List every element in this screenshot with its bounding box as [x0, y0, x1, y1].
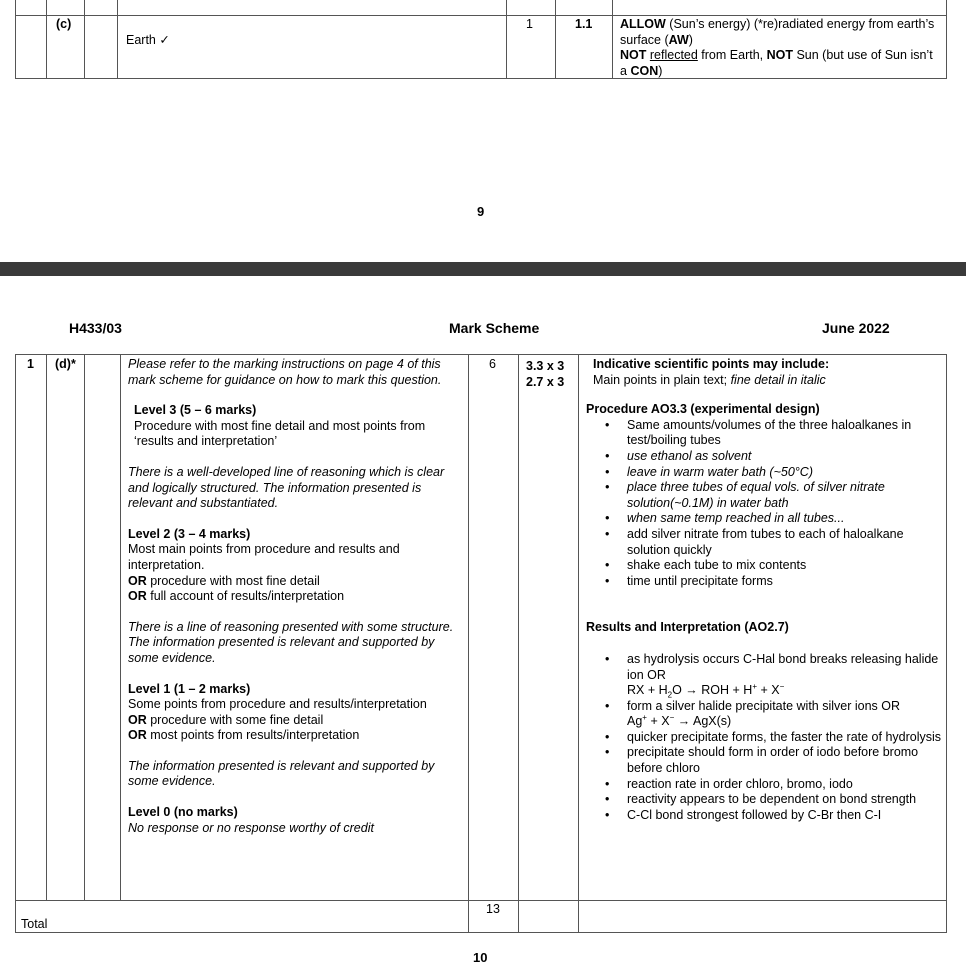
level-1-text: Some points from procedure and results/interpretation — [128, 697, 427, 712]
level-3-block — [128, 403, 463, 450]
part-label: (d)* — [55, 357, 76, 371]
col-line — [15, 354, 16, 933]
list-item: • add silver nitrate from tubes to each of haloalkane solution quickly — [627, 527, 942, 558]
allow-label: ALLOW — [620, 17, 666, 31]
list-item: • form a silver halide precipitate with silver ions OR Ag+ + X− → AgX(s) — [627, 699, 942, 730]
total-label: Total — [21, 917, 48, 931]
guidance-heading: Indicative scientific points may include: — [593, 357, 830, 371]
list-item: • Same amounts/volumes of the three haloalkanes in test/boiling tubes — [627, 418, 942, 449]
answer-column — [128, 357, 463, 836]
guidance-subheading: Main points in plain text; fine detail in italic — [593, 372, 826, 387]
guidance-column — [586, 357, 942, 823]
marking-instruction: Please refer to the marking instructions on page 4 of this mark scheme for guidance on how to mark this question. — [128, 357, 442, 387]
level-2-text: Most main points from procedure and results and interpretation. — [128, 542, 400, 572]
ao-values: 3.3 x 3 2.7 x 3 — [526, 359, 565, 389]
list-item: • reaction rate in order chloro, bromo, iodo — [627, 777, 942, 793]
level-1-or-2: OR most points from results/interpretation — [128, 728, 360, 743]
level-3-reasoning: There is a well-developed line of reasoning which is clear and logically structured. The information presented is relevant and substantiated. — [128, 464, 445, 511]
list-item: • C-Cl bond strongest followed by C-Br then C-I — [627, 808, 942, 824]
page-number: 10 — [473, 950, 488, 965]
level-2-or-1: OR procedure with most fine detail — [128, 573, 320, 588]
level-0-text: No response or no response worthy of credit — [128, 820, 374, 835]
col-line — [468, 354, 469, 933]
top-table-row-line — [15, 15, 947, 16]
col-line — [506, 0, 507, 79]
col-line — [15, 0, 16, 79]
level-3-title: Level 3 (5 – 6 marks) — [134, 403, 257, 418]
level-1-block — [128, 682, 463, 744]
precipitate-equation: Ag+ + X− → AgX(s) — [627, 713, 732, 729]
col-line — [946, 354, 947, 933]
col-line — [46, 0, 47, 79]
total-row-line — [15, 900, 947, 901]
results-list — [586, 652, 942, 824]
col-line — [946, 0, 947, 79]
col-line — [84, 354, 85, 901]
level-0-block — [128, 805, 463, 836]
level-2-reasoning: There is a line of reasoning presented with some structure. The information presented is relevant and supported by some evidence. — [128, 619, 454, 665]
list-item: • precipitate should form in order of iodo before bromo before chloro — [627, 745, 942, 776]
table-bottom-line — [15, 932, 947, 933]
total-marks: 13 — [486, 902, 500, 916]
col-line — [120, 354, 121, 901]
level-2-title: Level 2 (3 – 4 marks) — [128, 526, 251, 541]
col-line — [84, 0, 85, 79]
paper-code: H433/03 — [69, 320, 122, 336]
col-line — [555, 0, 556, 79]
hydrolysis-equation: RX + $H_2O$ → ROH + H+ + X− — [627, 681, 785, 700]
results-heading: Results and Interpretation (AO2.7) — [586, 620, 789, 635]
level-2-or-2: OR full account of results/interpretation — [128, 589, 345, 604]
col-line — [46, 354, 47, 901]
level-3-text: Procedure with most fine detail and most points from ‘results and interpretation’ — [134, 418, 426, 449]
level-1-reasoning: The information presented is relevant and supported by some evidence. — [128, 758, 435, 789]
page-number: 9 — [477, 204, 485, 219]
list-item: • quicker precipitate forms, the faster the rate of hydrolysis — [627, 730, 942, 746]
procedure-list — [586, 418, 942, 590]
list-item: • reactivity appears to be dependent on bond strength — [627, 792, 942, 808]
col-line — [518, 354, 519, 933]
procedure-heading: Procedure AO3.3 (experimental design) — [586, 402, 820, 417]
page-title: Mark Scheme — [449, 320, 540, 336]
level-2-block — [128, 527, 463, 605]
list-item: • shake each tube to mix contents — [627, 558, 942, 574]
exam-date: June 2022 — [822, 320, 890, 336]
list-item: • time until precipitate forms — [627, 574, 942, 590]
ao-value: 1.1 — [575, 17, 593, 31]
col-line — [578, 354, 579, 933]
part-label: (c) — [56, 17, 72, 31]
question-number: 1 — [27, 357, 34, 371]
answer-text: Earth ✓ — [126, 33, 170, 47]
level-1-or-1: OR procedure with some fine detail — [128, 712, 324, 727]
guidance-text: ALLOW (Sun’s energy) (*re)radiated energy from earth’s surface (AW) NOT reflected from Earth, NOT Sun (but use of Sun isn’t a CON) — [620, 17, 935, 78]
level-0-title: Level 0 (no marks) — [128, 805, 238, 820]
col-line — [612, 0, 613, 79]
page-separator — [0, 262, 966, 276]
level-1-title: Level 1 (1 – 2 marks) — [128, 681, 251, 696]
list-item: • use ethanol as solvent — [627, 449, 942, 465]
list-item: • as hydrolysis occurs C-Hal bond breaks releasing halide ion OR RX + $H_2O$ → ROH + H+ + X− — [627, 652, 942, 699]
table-top-line — [15, 354, 947, 355]
col-line — [117, 0, 118, 79]
list-item: • when same temp reached in all tubes... — [627, 511, 942, 527]
marks-value: 1 — [526, 17, 533, 31]
marks-value: 6 — [489, 357, 496, 371]
list-item: • place three tubes of equal vols. of silver nitrate solution(~0.1M) in water bath — [627, 480, 942, 511]
list-item: • leave in warm water bath (~50°C) — [627, 465, 942, 481]
